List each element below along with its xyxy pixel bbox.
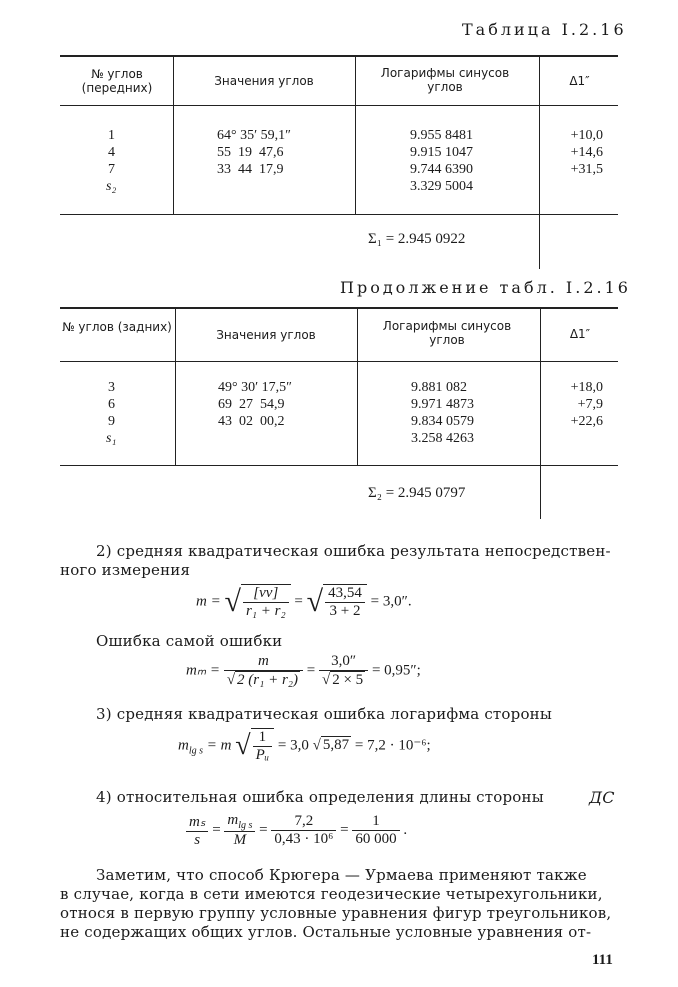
table2-body-rule — [60, 465, 618, 466]
table1-row-number: s₂ — [106, 179, 117, 194]
closing-paragraph-line3: относя в первую группу условные уравнения фигур треугольников, — [60, 904, 612, 922]
table2-row-log: 3.258 4263 — [411, 431, 474, 446]
table2-header-delta: Δ1″ — [569, 327, 591, 341]
paragraph-item-2-line2: ного измерения — [60, 561, 191, 579]
formula-root: $\frac{43,54}{3 + 2}$ — [323, 584, 367, 620]
table1-col-divider — [355, 55, 356, 214]
table1-sum: Σ₁ = 2.945 0922 — [368, 231, 466, 247]
table1-header-delta: Δ1″ — [569, 74, 590, 88]
table2-col-divider — [540, 307, 541, 519]
formula-mm: mₘ = $\frac{m}{\text{√ 2 (r₁ + r₂)}}$ = $\frac{3,0''}{√ 2 \times 5}$ = 0,95″; — [186, 653, 421, 688]
table2-row-log: 9.881 082 — [411, 380, 467, 395]
formula-m: m = √ $\frac{[vv]}{\text{r₁ + r₂}}$ = √ $\frac{43,54}{3 + 2}$ = 3,0″. — [196, 585, 412, 619]
table2-row-number: 9 — [108, 414, 115, 429]
closing-paragraph-line1: Заметим, что способ Крюгера — Урмаева применяют также — [96, 866, 587, 884]
formula-relative-error: $\frac{\text{mₛ}}{s}$ = $\frac{m_{lg s}}{M}$ = $\frac{7,2}{\text{0,43 · 10⁶}}$ = $\frac{1}{60 000}$ . — [186, 812, 407, 849]
table2-row-delta: +18,0 — [570, 380, 603, 395]
table1-row-delta: +14,6 — [570, 145, 603, 160]
table2-col-divider — [357, 307, 358, 465]
page-number: 111 — [592, 952, 613, 968]
table1-row-log: 9.744 6390 — [410, 162, 473, 177]
table2-sum: Σ₂ = 2.945 0797 — [368, 485, 466, 501]
table1-header-number: № углов (передних) — [81, 67, 153, 95]
table1-row-angle: 64° 35′ 59,1″ — [217, 128, 291, 143]
table1-row-number: 4 — [108, 145, 115, 160]
table2-row-angle: 43 02 00,2 — [218, 414, 285, 429]
table1-row-log: 3.329 5004 — [410, 179, 473, 194]
formula-mlgs: $m_{lg s} = m$ √ $\frac{1}{\text{Pᵤ}}$ = 3,0 √ 5,87 = 7,2 · 10⁻⁶; — [178, 729, 431, 763]
table2-top-rule — [60, 307, 618, 309]
table1-row-log: 9.955 8481 — [410, 128, 473, 143]
table1-header-angle: Значения углов — [214, 74, 314, 88]
table1-row-number: 7 — [108, 162, 115, 177]
table2-row-log: 9.834 0579 — [411, 414, 474, 429]
table2-row-delta: +7,9 — [577, 397, 603, 412]
table1-header-log: Логарифмы синусов углов — [380, 66, 510, 94]
table2-row-angle: 69 27 54,9 — [218, 397, 285, 412]
table2-row-number: 6 — [108, 397, 115, 412]
table2-row-delta: +22,6 — [570, 414, 603, 429]
closing-paragraph-line4: не содержащих общих углов. Остальные условные уравнения от- — [60, 923, 592, 941]
table2-header-log: Логарифмы синусов углов — [382, 319, 512, 347]
table1-row-angle: 33 44 17,9 — [217, 162, 284, 177]
formula-lhs: m = — [196, 593, 221, 610]
table1-row-angle: 55 19 47,6 — [217, 145, 284, 160]
paragraph-item-2-line1: 2) средняя квадратическая ошибка результата непосредствен- — [96, 542, 611, 560]
side-label: ДС — [589, 788, 615, 807]
table2-header-rule — [60, 361, 618, 362]
table2-row-number: s₁ — [106, 431, 117, 446]
closing-paragraph-line2: в случае, когда в сети имеются геодезические четырехугольники, — [60, 885, 603, 903]
table2-col-divider — [175, 307, 176, 465]
table2-row-angle: 49° 30′ 17,5″ — [218, 380, 292, 395]
paragraph-error-of-error: Ошибка самой ошибки — [96, 632, 283, 650]
table1-header-rule — [60, 105, 618, 106]
table1-col-divider — [173, 55, 174, 214]
formula-root: $\frac{[vv]}{\text{r₁ + r₂}}$ — [241, 584, 291, 620]
table1-row-delta: +31,5 — [570, 162, 603, 177]
table1-body-rule — [60, 214, 618, 215]
table1-row-log: 9.915 1047 — [410, 145, 473, 160]
table1-col-divider — [539, 55, 540, 269]
table2-row-log: 9.971 4873 — [411, 397, 474, 412]
table2-caption: Продолжение табл. I.2.16 — [340, 278, 631, 297]
table2-header-number: № углов (задних) — [62, 320, 172, 334]
table2-header-angle: Значения углов — [216, 328, 316, 342]
paragraph-item-3: 3) средняя квадратическая ошибка логарифма стороны — [96, 705, 553, 723]
table2-row-number: 3 — [108, 380, 115, 395]
paragraph-item-4: 4) относительная ошибка определения длины стороны — [96, 788, 544, 806]
table1-top-rule — [60, 55, 618, 57]
table1-caption: Таблица I.2.16 — [462, 20, 627, 39]
table1-row-delta: +10,0 — [570, 128, 603, 143]
table1-row-number: 1 — [108, 128, 115, 143]
